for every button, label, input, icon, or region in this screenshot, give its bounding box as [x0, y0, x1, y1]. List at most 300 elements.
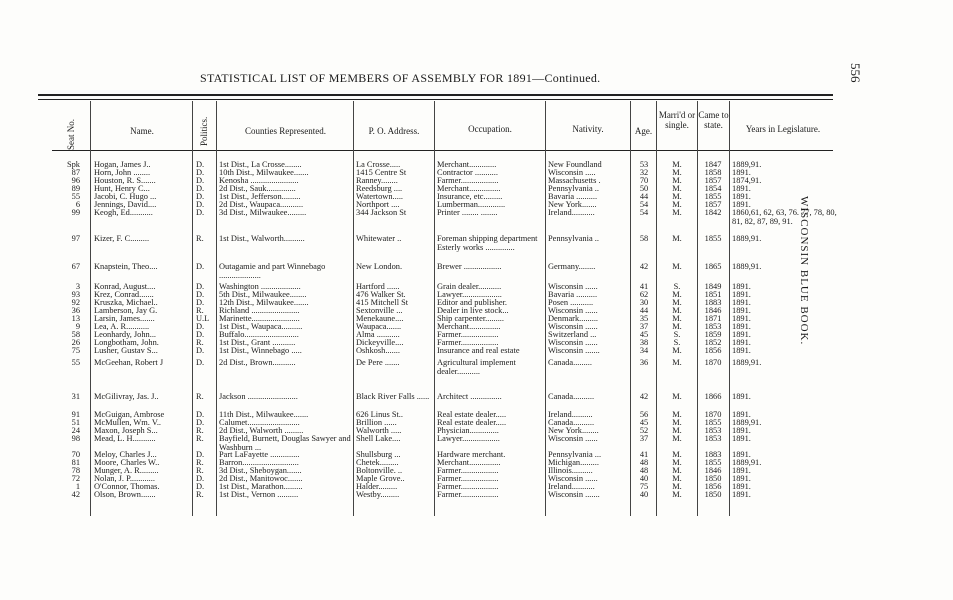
seat-number: 36 [71, 306, 80, 315]
seat-number: 99 [71, 208, 80, 217]
age: 44 [639, 192, 649, 201]
age: 58 [639, 234, 649, 243]
page-number: 556 [848, 63, 863, 83]
years-in-legislature: 1889,91. [732, 262, 762, 271]
years-in-legislature: 1891. [732, 466, 751, 475]
came-to-state: 1857 [704, 176, 722, 185]
married-or-single: M. [672, 184, 682, 193]
years-in-legislature: 1891. [732, 330, 751, 339]
occupation: Editor and publisher. [437, 298, 508, 307]
came-to-state: 1883 [704, 450, 722, 459]
married-or-single: M. [672, 450, 682, 459]
header-occupation: Occupation. [468, 124, 512, 134]
member-name: Lusher, Gustav S... [94, 346, 158, 355]
nativity: Ireland........... [548, 482, 595, 491]
married-or-single: M. [672, 168, 682, 177]
member-name: Horn, John ........ [94, 168, 151, 177]
po-address: Reedsburg .... [356, 184, 403, 193]
county-represented: 5th Dist., Milwaukee........ [219, 290, 307, 299]
politics: D. [196, 262, 205, 271]
nativity: Wisconsin ...... [548, 474, 598, 483]
nativity: Wisconsin ....... [548, 346, 600, 355]
age: 54 [639, 208, 649, 217]
po-address: Brillion ...... [356, 418, 397, 427]
years-in-legislature: 1891. [732, 290, 751, 299]
years-in-legislature: 1860,61, 62, 63, 76. 77, 78, 80, 81, 82, 87, 89, 91. [732, 208, 837, 226]
married-or-single: M. [672, 466, 682, 475]
seat-number: 31 [71, 392, 80, 401]
politics: R. [196, 434, 204, 443]
table-row [0, 262, 953, 280]
age: 35 [639, 314, 649, 323]
occupation: Architect ............... [437, 392, 502, 401]
seat-number: 55 [71, 192, 80, 201]
married-or-single: M. [672, 314, 682, 323]
years-in-legislature: 1891. [732, 298, 751, 307]
years-in-legislature: 1889,91. [732, 160, 762, 169]
politics: R. [196, 234, 204, 243]
seat-number: 92 [71, 298, 80, 307]
po-address: Northport .... [356, 200, 400, 209]
politics: D. [196, 474, 205, 483]
years-in-legislature: 1891. [732, 192, 751, 201]
came-to-state: 1855 [704, 458, 722, 467]
county-represented: 2d Dist., Sauk.............. [219, 184, 296, 193]
county-represented: 1st Dist., La Crosse........ [219, 160, 302, 169]
county-represented: 1st Dist., Walworth.......... [219, 234, 305, 243]
county-represented: Outagamie and part Winnebago .................... [219, 262, 326, 280]
age: 30 [639, 298, 649, 307]
married-or-single: M. [672, 200, 682, 209]
nativity: Wisconsin ..... [548, 168, 596, 177]
county-represented: Marinette....................... [219, 314, 300, 323]
po-address: New London. [356, 262, 403, 271]
age: 70 [639, 176, 649, 185]
nativity: Wisconsin ...... [548, 322, 598, 331]
header-age: Age. [634, 126, 653, 136]
county-represented: 11th Dist., Milwaukee....... [219, 410, 309, 419]
nativity: Ireland........... [548, 208, 595, 217]
came-to-state: 1846 [704, 466, 722, 475]
occupation: Farmer.................. [437, 482, 499, 491]
po-address: Boltonville. .. [356, 466, 403, 475]
came-to-state: 1851 [704, 290, 722, 299]
came-to-state: 1853 [704, 426, 722, 435]
member-name: Moore, Charles W.. [94, 458, 160, 467]
years-in-legislature: 1889,91. [732, 234, 762, 243]
nativity: New York........ [548, 426, 599, 435]
occupation: Farmer.................. [437, 474, 499, 483]
politics: D. [196, 184, 205, 193]
came-to-state: 1842 [704, 208, 722, 217]
age: 41 [639, 450, 649, 459]
nativity: Bavaria .......... [548, 290, 598, 299]
nativity: Switzerland ... [548, 330, 597, 339]
age: 75 [639, 482, 649, 491]
politics: R. [196, 392, 204, 401]
age: 34 [639, 346, 649, 355]
table-row [0, 392, 953, 410]
occupation: Lawyer................... [437, 290, 502, 299]
seat-number: 42 [71, 490, 80, 499]
po-address: Oshkosh....... [356, 346, 400, 355]
table-row [0, 346, 953, 355]
seat-number: 58 [71, 330, 80, 339]
came-to-state: 1883 [704, 298, 722, 307]
years-in-legislature: 1889,91. [732, 358, 762, 367]
age: 56 [639, 410, 649, 419]
years-in-legislature: 1891. [732, 314, 751, 323]
member-name: Munger, A. R......... [94, 466, 159, 475]
politics: D. [196, 176, 205, 185]
occupation: Brewer .................. [437, 262, 502, 271]
county-represented: Calumet......................... [219, 418, 300, 427]
county-represented: 1st Dist., Grant ........... [219, 338, 296, 347]
member-name: Leonhardy, John... [94, 330, 157, 339]
county-represented: 1st Dist., Marathon......... [219, 482, 303, 491]
header-years: Years in Legislature. [745, 124, 821, 134]
county-represented: 3d Dist., Milwaukee......... [219, 208, 307, 217]
nativity: Wisconsin ...... [548, 306, 598, 315]
age: 45 [639, 418, 649, 427]
county-represented: Barron........................... [219, 458, 299, 467]
politics: D. [196, 282, 205, 291]
politics: D. [196, 410, 205, 419]
occupation: Farmer.................. [437, 466, 499, 475]
married-or-single: M. [672, 410, 682, 419]
seat-number: Spk [66, 160, 80, 169]
married-or-single: M. [672, 426, 682, 435]
nativity: Canada.......... [548, 392, 595, 401]
table-row [0, 358, 953, 376]
seat-number: 78 [71, 466, 80, 475]
nativity: Canada.......... [548, 418, 595, 427]
member-name: Hogan, James J.. [94, 160, 151, 169]
came-to-state: 1853 [704, 434, 722, 443]
nativity: Posen ........... [548, 298, 594, 307]
occupation: Physician.............. [437, 426, 499, 435]
member-name: Jacobi, C. Hugo ... [94, 192, 157, 201]
member-name: McMullen, Wm. V.. [94, 418, 162, 427]
seat-number: 3 [75, 282, 80, 291]
came-to-state: 1856 [704, 346, 722, 355]
age: 42 [639, 392, 649, 401]
age: 45 [639, 330, 649, 339]
age: 41 [639, 282, 649, 291]
years-in-legislature: 1891. [732, 184, 751, 193]
politics: D. [196, 200, 205, 209]
years-in-legislature: 1891. [732, 490, 751, 499]
came-to-state: 1852 [704, 338, 722, 347]
married-or-single: M. [672, 208, 682, 217]
member-name: McGeehan, Robert J [94, 358, 164, 367]
po-address: Watertown..... [356, 192, 404, 201]
years-in-legislature: 1889,91. [732, 418, 762, 427]
occupation: Farmer.................. [437, 330, 499, 339]
seat-number: 24 [71, 426, 80, 435]
seat-number: 96 [71, 176, 80, 185]
seat-number: 81 [71, 458, 80, 467]
married-or-single: M. [672, 434, 682, 443]
married-or-single: M. [672, 234, 682, 243]
nativity: New Foundland [548, 160, 602, 169]
seat-number: 70 [71, 450, 80, 459]
years-in-legislature: 1891. [732, 338, 751, 347]
married-or-single: M. [672, 262, 682, 271]
age: 40 [639, 474, 649, 483]
po-address: La Crosse..... [356, 160, 401, 169]
married-or-single: M. [672, 290, 682, 299]
married-or-single: M. [672, 490, 682, 499]
member-name: McGilivray, Jas. J.. [94, 392, 159, 401]
table-row [0, 234, 953, 262]
top-rule-thin [38, 99, 833, 100]
politics: D. [196, 346, 205, 355]
county-represented: 10th Dist., Milwaukee....... [219, 168, 309, 177]
politics: R. [196, 306, 204, 315]
politics: D. [196, 358, 205, 367]
county-represented: Buffalo.......................... [219, 330, 299, 339]
county-represented: 1st Dist., Jefferson......... [219, 192, 301, 201]
seat-number: 91 [71, 410, 80, 419]
politics: R. [196, 426, 204, 435]
occupation: Merchant............. [437, 160, 497, 169]
occupation: Merchant............... [437, 184, 501, 193]
politics: D. [196, 160, 205, 169]
county-represented: Jackson ........................ [219, 392, 298, 401]
member-name: Lea, A. R........... [94, 322, 150, 331]
nativity: Canada......... [548, 358, 592, 367]
county-represented: 1st Dist., Vernon .......... [219, 490, 299, 499]
nativity: Pennsylvania .. [548, 234, 599, 243]
occupation: Real estate dealer..... [437, 410, 507, 419]
member-name: O'Connor, Thomas. [94, 482, 160, 491]
came-to-state: 1849 [704, 282, 722, 291]
header-bottom-rule [52, 150, 833, 151]
years-in-legislature: 1874,91. [732, 176, 762, 185]
seat-number: 6 [75, 200, 80, 209]
age: 62 [639, 290, 649, 299]
county-represented: 12th Dist., Milwaukee....... [219, 298, 309, 307]
page-title: STATISTICAL LIST OF MEMBERS OF ASSEMBLY FOR 1891—Continued. [200, 71, 601, 85]
years-in-legislature: 1891. [732, 346, 751, 355]
married-or-single: S. [673, 282, 681, 291]
table-row [0, 490, 953, 499]
came-to-state: 1865 [704, 262, 722, 271]
politics: R. [196, 458, 204, 467]
member-name: Krez, Conrad....... [94, 290, 154, 299]
nativity: Ireland.......... [548, 410, 593, 419]
politics: R. [196, 466, 204, 475]
age: 53 [639, 160, 649, 169]
nativity: Massachusetts . [548, 176, 601, 185]
occupation: Dealer in live stock... [437, 306, 509, 315]
po-address: Waupaca....... [356, 322, 402, 331]
age: 44 [639, 306, 649, 315]
occupation: Insurance, etc......... [437, 192, 503, 201]
politics: R. [196, 490, 204, 499]
occupation: Agricultural implement dealer........... [437, 358, 516, 376]
occupation: Grain dealer........... [437, 282, 502, 291]
po-address: 1415 Centre St [356, 168, 407, 177]
age: 32 [639, 168, 649, 177]
age: 48 [639, 466, 649, 475]
po-address: 626 Linus St.. [356, 410, 403, 419]
seat-number: 67 [71, 262, 80, 271]
occupation: Merchant............... [437, 458, 501, 467]
years-in-legislature: 1891. [732, 410, 751, 419]
side-running-title: WISCONSIN BLUE BOOK. [798, 196, 810, 346]
po-address: Maple Grove.. [356, 474, 405, 483]
politics: D. [196, 298, 205, 307]
po-address: 476 Walker St. [356, 290, 406, 299]
occupation: Farmer.................. [437, 176, 499, 185]
member-name: Mead, L. H........... [94, 434, 156, 443]
seat-number: 89 [71, 184, 80, 193]
nativity: Bavaria .......... [548, 192, 598, 201]
years-in-legislature: 1891. [732, 306, 751, 315]
seat-number: 97 [71, 234, 80, 243]
came-to-state: 1870 [704, 410, 722, 419]
politics: U.L [196, 314, 210, 323]
seat-number: 26 [71, 338, 80, 347]
occupation: Farmer.................. [437, 338, 499, 347]
nativity: Denmark......... [548, 314, 599, 323]
married-or-single: M. [672, 358, 682, 367]
married-or-single: M. [672, 346, 682, 355]
member-name: Konrad, August.... [94, 282, 156, 291]
member-name: McGuigan, Ambrose [94, 410, 165, 419]
age: 38 [639, 338, 649, 347]
member-name: Houston, R. S....... [94, 176, 156, 185]
politics: D. [196, 208, 205, 217]
seat-number: 72 [71, 474, 80, 483]
po-address: De Pere ....... [356, 358, 400, 367]
member-name: Meloy, Charles J... [94, 450, 157, 459]
years-in-legislature: 1891. [732, 426, 751, 435]
seat-number: 98 [71, 434, 80, 443]
occupation: Printer ........ ........ [437, 208, 498, 217]
seat-number: 87 [71, 168, 80, 177]
member-name: Kizer, F. C......... [94, 234, 150, 243]
member-name: Lamberson, Jay G. [94, 306, 158, 315]
po-address: Sextonville ... [356, 306, 403, 315]
years-in-legislature: 1891. [732, 474, 751, 483]
county-represented: Richland ....................... [219, 306, 300, 315]
age: 48 [639, 458, 649, 467]
came-to-state: 1850 [704, 490, 722, 499]
county-represented: 2d Dist., Waupaca........... [219, 200, 304, 209]
politics: D. [196, 418, 205, 427]
header-name: Name. [130, 126, 154, 136]
married-or-single: M. [672, 298, 682, 307]
county-represented: 1st Dist., Winnebago ..... [219, 346, 302, 355]
po-address: Whitewater .. [356, 234, 402, 243]
married-or-single: M. [672, 418, 682, 427]
header-nativity: Nativity. [572, 124, 604, 134]
came-to-state: 1866 [704, 392, 722, 401]
years-in-legislature: 1889,91. [732, 458, 762, 467]
age: 40 [639, 490, 649, 499]
politics: D. [196, 330, 205, 339]
politics: D. [196, 482, 205, 491]
seat-number: 1 [75, 482, 80, 491]
header-politics: Politics. [199, 116, 209, 146]
came-to-state: 1855 [704, 192, 722, 201]
occupation: Insurance and real estate [437, 346, 520, 355]
county-represented: Kenosha ....................... [219, 176, 299, 185]
county-represented: 1st Dist., Waupaca.......... [219, 322, 303, 331]
age: 42 [639, 262, 649, 271]
married-or-single: S. [673, 338, 681, 347]
married-or-single: M. [672, 160, 682, 169]
came-to-state: 1847 [704, 160, 722, 169]
years-in-legislature: 1891. [732, 322, 751, 331]
po-address: Westby......... [356, 490, 400, 499]
county-represented: 2d Dist., Walworth ......... [219, 426, 304, 435]
married-or-single: M. [672, 482, 682, 491]
nativity: Wisconsin ...... [548, 338, 598, 347]
years-in-legislature: 1891. [732, 282, 751, 291]
politics: D. [196, 290, 205, 299]
came-to-state: 1871 [704, 314, 722, 323]
married-or-single: M. [672, 192, 682, 201]
seat-number: 51 [71, 418, 80, 427]
married-or-single: M. [672, 322, 682, 331]
occupation: Foreman shipping department Esterly works .............. [437, 234, 538, 253]
member-name: Nolan, J. P............ [94, 474, 155, 483]
age: 36 [639, 358, 649, 367]
age: 37 [639, 322, 649, 331]
came-to-state: 1857 [704, 200, 722, 209]
age: 54 [639, 200, 649, 209]
po-address: Hartford ...... [356, 282, 400, 291]
nativity: Wisconsin ....... [548, 490, 600, 499]
member-name: Maxon, Joseph S... [94, 426, 158, 435]
came-to-state: 1850 [704, 474, 722, 483]
came-to-state: 1853 [704, 322, 722, 331]
nativity: Germany........ [548, 262, 596, 271]
nativity: Michigan......... [548, 458, 599, 467]
came-to-state: 1856 [704, 482, 722, 491]
came-to-state: 1855 [704, 418, 722, 427]
member-name: Olson, Brown....... [94, 490, 156, 499]
header-seat: Seat No. [66, 119, 76, 150]
member-name: Kruszka, Michael.. [94, 298, 158, 307]
age: 50 [639, 184, 649, 193]
occupation: Hardware merchant. [437, 450, 506, 459]
po-address: Ranney........ [356, 176, 398, 185]
po-address: Dickeyville.... [356, 338, 404, 347]
politics: D. [196, 168, 205, 177]
occupation: Contractor ........... [437, 168, 498, 177]
po-address: Chetek......... [356, 458, 399, 467]
po-address: Shell Lake.... [356, 434, 401, 443]
years-in-legislature: 1891. [732, 450, 751, 459]
married-or-single: S. [673, 330, 681, 339]
nativity: Pennsylvania ... [548, 450, 602, 459]
header-came: Came to state. [698, 110, 729, 130]
years-in-legislature: 1891. [732, 392, 751, 401]
age: 52 [639, 426, 649, 435]
po-address: 344 Jackson St [356, 208, 407, 217]
po-address: 415 Mitchell St [356, 298, 409, 307]
came-to-state: 1846 [704, 306, 722, 315]
nativity: Pennsylvania .. [548, 184, 599, 193]
nativity: New York....... [548, 200, 597, 209]
seat-number: 75 [71, 346, 80, 355]
seat-number: 93 [71, 290, 80, 299]
